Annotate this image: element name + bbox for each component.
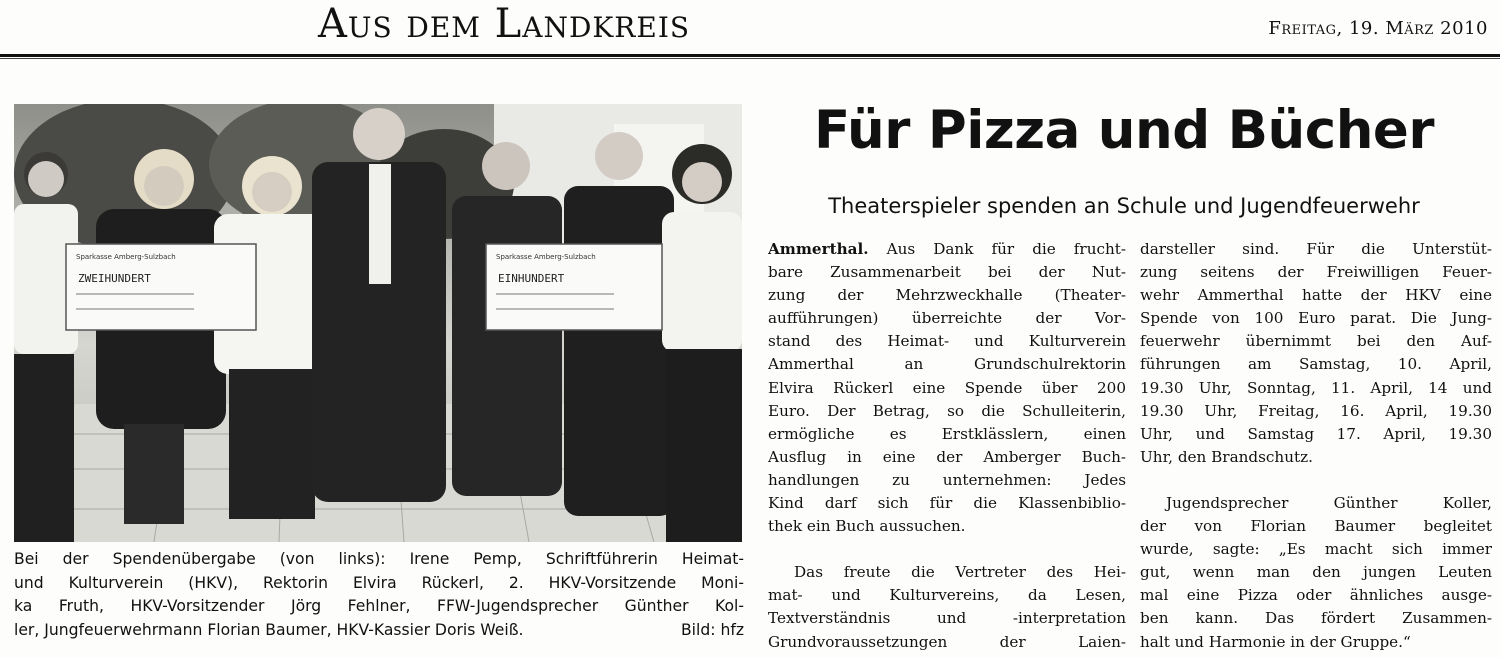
body-line: bare Zusammenarbeit bei der Nut-	[768, 263, 1126, 282]
headline: Für Pizza und Bücher	[813, 100, 1435, 161]
body-line: 19.30 Uhr, Sonntag, 11. April, 14 und	[1140, 378, 1492, 397]
body-line: feuerwehr übernimmt bei den Auf-	[1140, 332, 1492, 351]
svg-text:EINHUNDERT: EINHUNDERT	[498, 272, 565, 285]
photo-credit: Bild: hfz	[680, 620, 744, 639]
caption-last-line	[14, 619, 744, 643]
body-line: Grundvoraussetzungen der Laien-	[768, 632, 1126, 651]
article-column-2	[1140, 238, 1492, 654]
body-line: zung seitens der Freiwilligen Feuer-	[1140, 263, 1492, 282]
body-line: Euro. Der Betrag, so die Schulleiterin,	[768, 401, 1126, 420]
article-column-1	[768, 238, 1126, 654]
body-line: Uhr, und Samstag 17. April, 19.30	[1140, 424, 1492, 443]
body-line: 19.30 Uhr, Freitag, 16. April, 19.30	[1140, 401, 1492, 420]
photo-caption	[14, 548, 744, 642]
body-line: thek ein Buch aussuchen.	[768, 517, 966, 536]
body-line: Spende von 100 Euro parat. Die Jung-	[1140, 309, 1492, 328]
body-line: zung der Mehrzweckhalle (Theater-	[768, 286, 1126, 305]
header-rule-thin	[0, 58, 1500, 59]
body-line: ermögliche es Erstklässlern, einen	[768, 424, 1126, 443]
caption-line: Bei der Spendenübergabe (von links): Irene Pemp, Schriftführerin Heimat-	[14, 550, 744, 568]
svg-text:Sparkasse Amberg-Sulzbach: Sparkasse Amberg-Sulzbach	[76, 253, 176, 261]
svg-text:ZWEIHUNDERT: ZWEIHUNDERT	[78, 272, 151, 285]
body-line: handlungen zu unternehmen: Jedes	[768, 470, 1126, 489]
body-line: gut, wenn man den jungen Leuten	[1140, 563, 1492, 582]
body-line: stand des Heimat- und Kulturverein	[768, 332, 1126, 351]
section-title: Aus dem Landkreis	[318, 1, 691, 47]
caption-line: ka Fruth, HKV-Vorsitzender Jörg Fehlner, FFW-Jugendsprecher Günther Kol-	[14, 597, 744, 615]
dateline: Ammerthal.	[768, 240, 869, 258]
caption-line: ler, Jungfeuerwehrmann Florian Baumer, HKV-Kassier Doris Weiß.	[14, 620, 524, 639]
header-rule	[0, 54, 1500, 57]
body-line: Ammerthal an Grundschulrektorin	[768, 355, 1126, 374]
body-line: halt und Harmonie in der Gruppe.“	[1140, 632, 1411, 651]
body-line: führungen am Samstag, 10. April,	[1140, 355, 1492, 374]
group-photo	[14, 104, 742, 542]
paragraph-gap	[1140, 469, 1492, 492]
body-line: Ausflug in eine der Amberger Buch-	[768, 447, 1126, 466]
body-line: Kind darf sich für die Klassenbiblio-	[768, 494, 1126, 513]
check-right	[486, 244, 662, 330]
body-line: aufführungen) überreichte der Vor-	[768, 309, 1126, 328]
body-line: wehr Ammerthal hatte der HKV eine	[1140, 286, 1492, 305]
caption-line: und Kulturverein (HKV), Rektorin Elvira Rückerl, 2. HKV-Vorsitzende Moni-	[14, 573, 744, 592]
issue-date: Freitag, 19. März 2010	[1268, 18, 1488, 39]
body-line: ben kann. Das fördert Zusammen-	[1140, 609, 1492, 628]
svg-text:Sparkasse Amberg-Sulzbach: Sparkasse Amberg-Sulzbach	[496, 253, 596, 261]
body-line: Ammerthal. Aus Dank für die frucht-	[768, 240, 1126, 258]
subheadline: Theaterspieler spenden an Schule und Jugendfeuerwehr	[828, 194, 1420, 218]
body-line: Das freute die Vertreter des Hei-	[794, 563, 1126, 582]
body-line: Textverständnis und -interpretation	[768, 609, 1126, 628]
body-line: Jugendsprecher Günther Koller,	[1166, 493, 1492, 512]
body-line: Uhr, den Brandschutz.	[1140, 447, 1313, 466]
body-line: der von Florian Baumer begleitet	[1140, 517, 1492, 536]
body-line: mat- und Kulturvereins, da Lesen,	[768, 586, 1126, 605]
body-line: darsteller sind. Für die Unterstüt-	[1140, 240, 1492, 258]
body-line: wurde, sagte: „Es macht sich immer	[1140, 540, 1492, 559]
check-left	[66, 244, 256, 330]
photo-illustration	[14, 104, 742, 542]
body-line: Elvira Rückerl eine Spende über 200	[768, 378, 1126, 397]
paragraph-gap	[768, 538, 1126, 561]
body-line: mal eine Pizza oder ähnliches ausge-	[1140, 586, 1492, 605]
